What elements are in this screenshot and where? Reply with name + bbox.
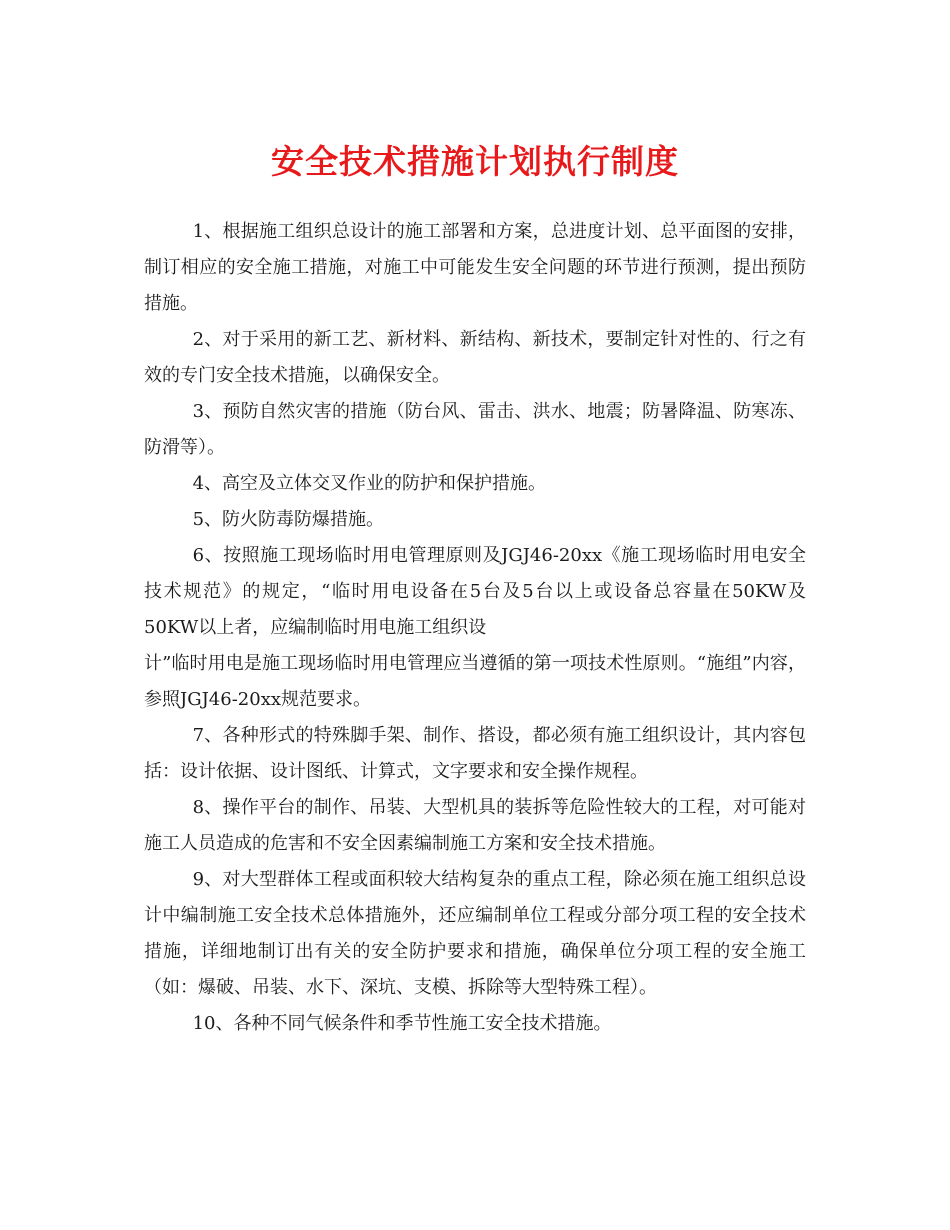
paragraph-8: 8、操作平台的制作、吊装、大型机具的装拆等危险性较大的工程，对可能对施工人员造成的危害和不安全因素编制施工方案和安全技术措施。: [144, 797, 806, 854]
paragraph-6-first-part: 6、按照施工现场临时用电管理原则及JGJ46-20xx《施工现场临时用电安全技术规范》的规定，“临时用电设备在5台及5台以上或设备总容量在50KW及50KW以上者，应编制临时用电施工组织设: [144, 545, 806, 638]
paragraph-1: 1、根据施工组织总设计的施工部署和方案，总进度计划、总平面图的安排，制订相应的安全施工措施，对施工中可能发生安全问题的环节进行预测，提出预防措施。: [144, 221, 806, 314]
paragraph-9: 9、对大型群体工程或面积较大结构复杂的重点工程，除必须在施工组织总设计中编制施工安全技术总体措施外，还应编制单位工程或分部分项工程的安全技术措施，详细地制订出有关的安全防护要求和措施，确保单位分项工程的安全施工（如：爆破、吊装、水下、深坑、支模、拆除等大型特殊工程）。: [144, 869, 806, 998]
document-body: [144, 214, 806, 1042]
paragraph-6: [144, 538, 806, 718]
paragraph-2: 2、对于采用的新工艺、新材料、新结构、新技术，要制定针对性的、行之有效的专门安全技术措施，以确保安全。: [144, 329, 806, 386]
paragraph-7: 7、各种形式的特殊脚手架、制作、搭设，都必须有施工组织设计，其内容包括：设计依据、设计图纸、计算式，文字要求和安全操作规程。: [144, 725, 806, 782]
paragraph-6-continuation: 计”临时用电是施工现场临时用电管理应当遵循的第一项技术性原则。“施组”内容，参照JGJ46-20xx规范要求。: [144, 653, 806, 710]
document-title: 安全技术措施计划执行制度: [271, 142, 679, 181]
paragraph-5: 5、防火防毒防爆措施。: [192, 509, 385, 530]
paragraph-10: 10、各种不同气候条件和季节性施工安全技术措施。: [192, 1013, 612, 1034]
paragraph-3: 3、预防自然灾害的措施（防台风、雷击、洪水、地震；防暑降温、防寒冻、防滑等）。: [144, 401, 806, 458]
paragraph-4: 4、高空及立体交叉作业的防护和保护措施。: [192, 473, 547, 494]
